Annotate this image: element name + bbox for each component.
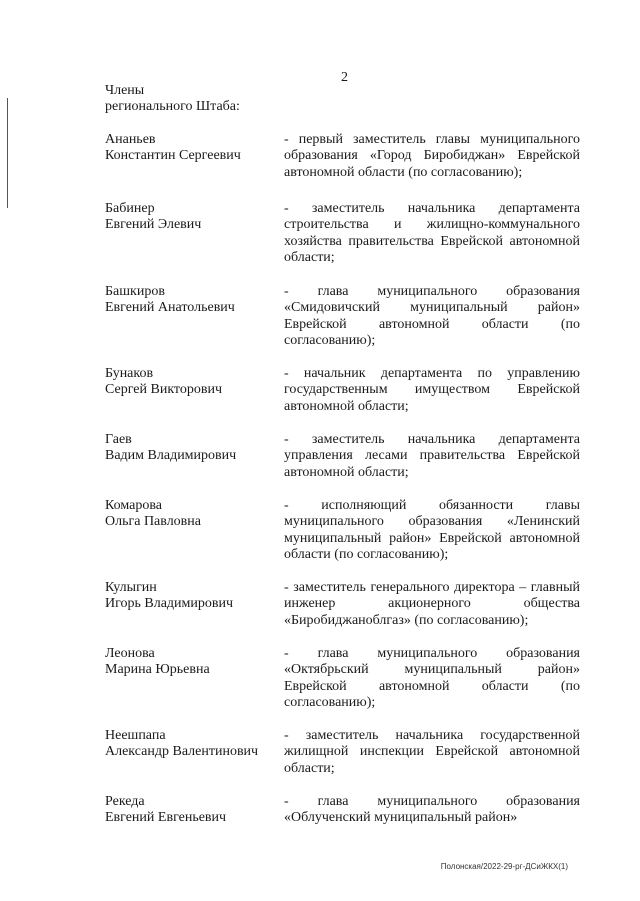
member-surname: Бунаков bbox=[105, 366, 154, 381]
member-surname: Башкиров bbox=[105, 284, 165, 299]
member-name bbox=[105, 580, 285, 612]
member-given-name: Константин Сергеевич bbox=[105, 148, 241, 163]
member-name bbox=[105, 646, 285, 678]
member-role: - начальник департамента по управлению государственным имуществом Еврейской автономной области; bbox=[284, 366, 580, 414]
member-role: - исполняющий обязанности главы муниципального образования «Ленинский муниципальный район» Еврейской автономной области (по согласованию); bbox=[284, 498, 580, 563]
member-surname: Гаев bbox=[105, 432, 132, 447]
member-name bbox=[105, 498, 285, 530]
heading-line-1: Члены bbox=[105, 83, 145, 98]
member-name bbox=[105, 132, 285, 164]
member-surname: Комарова bbox=[105, 498, 162, 513]
member-role: - первый заместитель главы муниципального образования «Город Биробиджан» Еврейской автономной области (по согласованию); bbox=[284, 132, 580, 180]
member-name bbox=[105, 432, 285, 464]
document-code: Полонская/2022-29-рг-ДСиЖКХ(1) bbox=[440, 862, 568, 871]
member-surname: Леонова bbox=[105, 646, 155, 661]
member-given-name: Евгений Евгеньевич bbox=[105, 810, 227, 825]
member-given-name: Евгений Элевич bbox=[105, 217, 202, 232]
member-role: - глава муниципального образования «Октябрьский муниципальный район» Еврейской автономной области (по согласованию); bbox=[284, 646, 580, 711]
member-name bbox=[105, 201, 285, 233]
member-given-name: Игорь Владимирович bbox=[105, 596, 234, 611]
member-given-name: Евгений Анатольевич bbox=[105, 300, 235, 315]
member-name bbox=[105, 794, 285, 826]
member-given-name: Сергей Викторович bbox=[105, 382, 223, 397]
member-given-name: Марина Юрьевна bbox=[105, 662, 210, 677]
member-surname: Рекеда bbox=[105, 794, 145, 809]
member-name bbox=[105, 284, 285, 316]
member-surname: Неешпапа bbox=[105, 728, 166, 743]
member-role: - заместитель начальника департамента строительства и жилищно-коммунального хозяйства правительства Еврейской автономной области; bbox=[284, 201, 580, 266]
member-given-name: Ольга Павловна bbox=[105, 514, 201, 529]
section-heading bbox=[105, 83, 240, 115]
page-number: 2 bbox=[341, 70, 348, 85]
heading-line-2: регионального Штаба: bbox=[105, 99, 240, 114]
member-name bbox=[105, 728, 285, 760]
member-name bbox=[105, 366, 285, 398]
member-given-name: Александр Валентинович bbox=[105, 744, 259, 759]
member-role: - заместитель начальника государственной жилищной инспекции Еврейской автономной области; bbox=[284, 728, 580, 776]
margin-rule bbox=[7, 98, 8, 208]
member-surname: Кулыгин bbox=[105, 580, 157, 595]
member-role: - глава муниципального образования «Смидовичский муниципальный район» Еврейской автономной области (по согласованию); bbox=[284, 284, 580, 349]
member-role: - глава муниципального образования «Облученский муниципальный район» bbox=[284, 794, 580, 826]
member-role: - заместитель генерального директора – главный инженер акционерного общества «Биробиджаноблгаз» (по согласованию); bbox=[284, 580, 580, 628]
member-surname: Бабинер bbox=[105, 201, 155, 216]
member-role: - заместитель начальника департамента управления лесами правительства Еврейской автономной области; bbox=[284, 432, 580, 480]
member-surname: Ананьев bbox=[105, 132, 156, 147]
member-given-name: Вадим Владимирович bbox=[105, 448, 237, 463]
